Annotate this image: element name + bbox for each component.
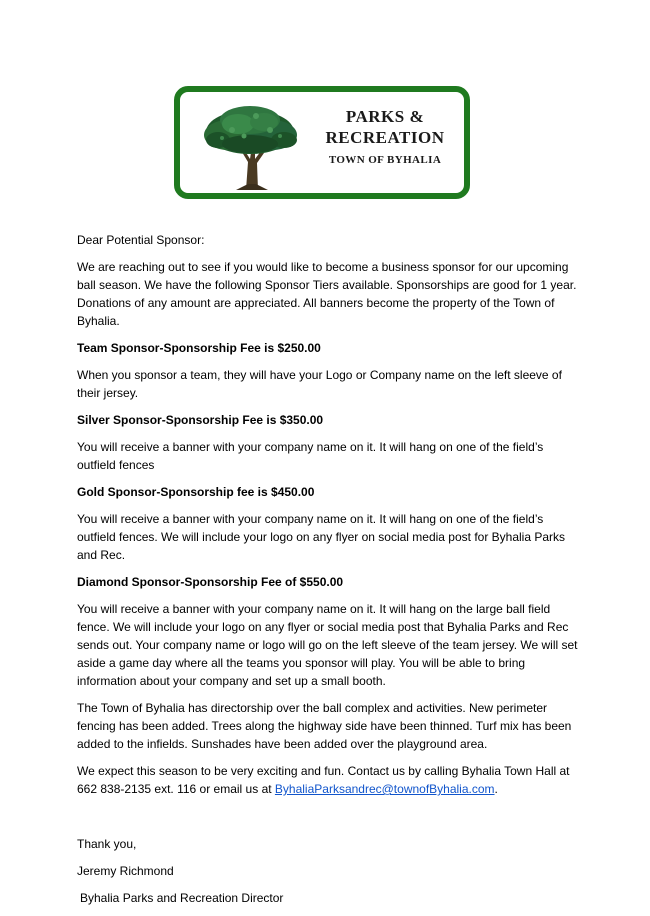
contact-end: . xyxy=(494,782,498,796)
logo-title-line1: PARKS & xyxy=(345,107,425,126)
logo-title-line2: RECREATION xyxy=(325,128,445,147)
signer-title: Byhalia Parks and Recreation Director xyxy=(80,891,284,905)
closing: Thank you, xyxy=(77,837,137,851)
contact-paragraph xyxy=(77,762,582,798)
salutation: Dear Potential Sponsor: xyxy=(77,233,205,247)
tier-heading-diamond: Diamond Sponsor-Sponsorship Fee of $550.00 xyxy=(77,575,344,589)
intro-paragraph: We are reaching out to see if you would like to become a business sponsor for our upcoming ball season. We have the following Sponsor Tiers available. Sponsorships are good for 1 year. Donations of any amount are appreciated. All banners become the property of the Town of Byhalia. xyxy=(77,260,577,328)
tier-description-diamond: You will receive a banner with your company name on it. It will hang on the large ball field fence. We will include your logo on any flyer or social media post that Byhalia Parks and Rec sends out. Your company name or logo will go on the left sleeve of the team jersey. We will set aside a game day where all the teams you sponsor will play. You will be able to bring information about your company and set up a small booth. xyxy=(77,602,578,688)
tier-heading-team: Team Sponsor-Sponsorship Fee is $250.00 xyxy=(77,341,321,355)
letter-body xyxy=(77,231,582,916)
tier-heading-silver: Silver Sponsor-Sponsorship Fee is $350.00 xyxy=(77,413,324,427)
spacer xyxy=(77,807,582,835)
email-link[interactable]: ByhaliaParksandrec@townofByhalia.com xyxy=(274,782,495,796)
tier-heading-gold: Gold Sponsor-Sponsorship fee is $450.00 xyxy=(77,485,315,499)
parks-recreation-logo xyxy=(174,86,470,199)
tree-icon xyxy=(198,102,303,190)
tier-description-team: When you sponsor a team, they will have your Logo or Company name on the left sleeve of their jersey. xyxy=(77,368,562,400)
logo-subtitle: TOWN OF BYHALIA xyxy=(328,154,442,166)
tier-description-gold: You will receive a banner with your company name on it. It will hang on one of the field’s outfield fences. We will include your logo on any flyer on social media post for Byhalia Parks and Rec. xyxy=(77,512,566,562)
improvements-paragraph: The Town of Byhalia has directorship over the ball complex and activities. New perimeter fencing has been added. Trees along the highway side have been thinned. Turf mix has been added to the infields. Sunshades have been added over the playground area. xyxy=(77,701,572,751)
logo-text xyxy=(320,106,450,171)
contact-text: We expect this season to be very exciting and fun. Contact us by calling Byhalia Town Hall at 662 838-2135 ext. 116 or email us at xyxy=(77,764,570,796)
tier-description-silver: You will receive a banner with your company name on it. It will hang on one of the field’s outfield fences xyxy=(77,440,544,472)
signer-name: Jeremy Richmond xyxy=(77,864,174,878)
